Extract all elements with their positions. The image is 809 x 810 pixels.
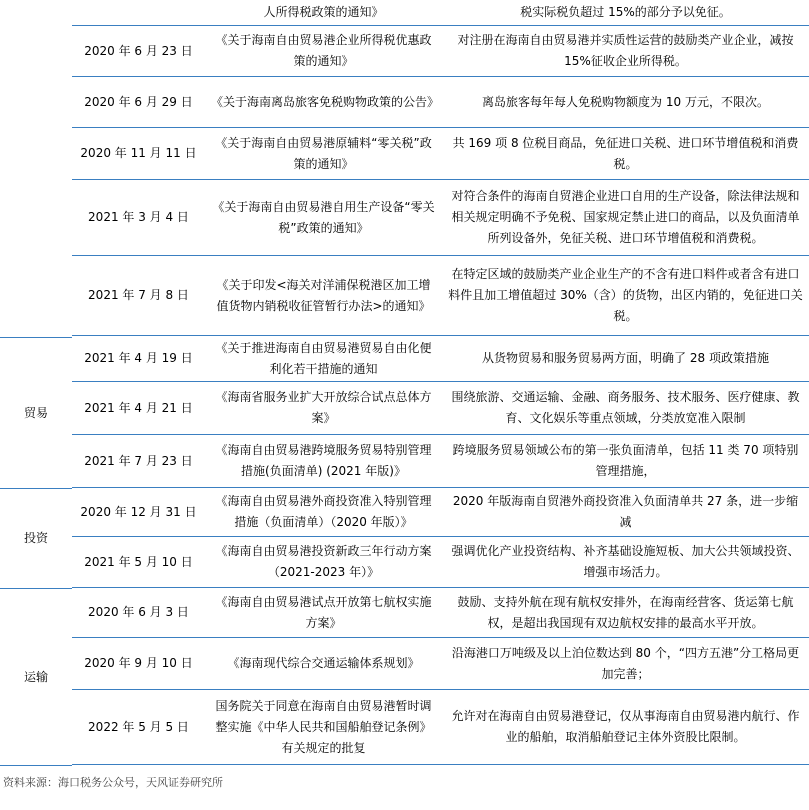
- row-desc: 强调优化产业投资结构、补齐基础设施短板、加大公共领域投资、增强市场活力。: [451, 544, 800, 579]
- table-row: [72, 256, 809, 336]
- row-desc: 共 169 项 8 位税目商品，免征进口关税、进口环节增值税和消费税。: [452, 135, 799, 171]
- row-desc: 跨境服务贸易领域公布的第一张负面清单，包括 11 类 70 项特别管理措施，: [452, 443, 799, 478]
- row-title: 《关于海南自由贸易港自用生产设备“零关税”政策的通知》: [212, 199, 435, 235]
- table-row: [72, 0, 809, 26]
- category-investment: 投资: [23, 531, 48, 545]
- category-divider: [0, 336, 72, 338]
- table-row: [72, 336, 809, 382]
- row-desc: 围绕旅游、交通运输、金融、商务服务、技术服务、医疗健康、教育、文化娱乐等重点领域，分类放宽准入限制: [451, 390, 800, 425]
- row-title: 《海南自由贸易港试点开放第七航权实施方案》: [215, 594, 432, 630]
- source-note: 资料来源：海口税务公众号，天风证券研究所: [3, 776, 223, 789]
- row-date: 2020 年 12 月 31 日: [80, 504, 197, 519]
- row-desc: 对注册在海南自由贸易港并实质性运营的鼓励类产业企业，减按 15%征收企业所得税。: [457, 33, 794, 68]
- row-desc: 鼓励、支持外航在现有航权安排外，在海南经营客、货运第七航权，是超出我国现有双边航权安排的最高水平开放。: [457, 594, 794, 630]
- row-date: 2021 年 4 月 19 日: [84, 351, 193, 365]
- row-title: 《海南省服务业扩大开放综合试点总体方案》: [215, 390, 432, 425]
- table-row: [72, 488, 809, 537]
- table-row: [72, 77, 809, 128]
- row-date: 2021 年 3 月 4 日: [88, 210, 189, 224]
- table-row: [72, 128, 809, 180]
- row-title: 《海南自由贸易港外商投资准入特别管理措施（负面清单）（2020 年版）》: [215, 494, 432, 529]
- table-row: [72, 638, 809, 690]
- row-title: 《关于海南自由贸易港企业所得税优惠政策的通知》: [215, 33, 432, 68]
- table-row: [72, 537, 809, 588]
- row-date: 2020 年 9 月 10 日: [84, 656, 193, 670]
- row-title: 《海南现代综合交通运输体系规划》: [227, 656, 420, 670]
- row-desc: 在特定区域的鼓励类产业企业生产的不含有进口料件或者含有进口料件且加工增值超过 30%（含）的货物，出区内销的，免征进口关税。: [448, 267, 803, 323]
- row-desc: 从货物贸易和服务贸易两方面，明确了 28 项政策措施: [482, 351, 769, 365]
- row-date: 2020 年 6 月 29 日: [84, 94, 193, 109]
- row-desc: 对符合条件的海南自贸港企业进口自用的生产设备，除法律法规和相关规定明确不予免税、国家规定禁止进口的商品，以及负面清单所列设备外，免征关税、进口环节增值税和消费税。: [451, 189, 800, 245]
- category-transport: 运输: [23, 669, 48, 684]
- row-date: 2020 年 6 月 3 日: [88, 605, 189, 619]
- row-title: 《关于海南自由贸易港原辅料“零关税”政策的通知》: [215, 135, 432, 171]
- row-desc: 2020 年版海南自贸港外商投资准入负面清单共 27 条，进一步缩减: [452, 494, 799, 529]
- row-date: 2021 年 5 月 10 日: [84, 554, 193, 569]
- row-title: 《关于印发<海关对洋浦保税港区加工增值货物内销税收征管暂行办法>的通知》: [216, 277, 431, 313]
- row-title: 《海南自由贸易港跨境服务贸易特别管理措施(负面清单) (2021 年版)》: [215, 443, 432, 478]
- row-date: 2021 年 7 月 8 日: [88, 288, 189, 302]
- row-date: [72, 0, 205, 25]
- table-row: [72, 588, 809, 638]
- row-desc: 沿海港口万吨级及以上泊位数达到 80 个，“四方五港”分工格局更加完善；: [451, 645, 800, 681]
- row-date: 2020 年 6 月 23 日: [84, 43, 193, 58]
- table-row: [72, 382, 809, 435]
- row-title: 国务院关于同意在海南自由贸易港暂时调整实施《中华人民共和国船舶登记条例》有关规定的批复: [215, 698, 432, 755]
- table-row: [72, 690, 809, 765]
- row-desc: 离岛旅客每年每人免税购物额度为 10 万元，不限次。: [482, 94, 769, 109]
- table-row: [72, 180, 809, 256]
- row-desc: 允许对在海南自由贸易港登记，仅从事海南自由贸易港内航行、作业的船舶，取消船舶登记主体外资股比限制。: [451, 709, 800, 744]
- table-row: [72, 26, 809, 77]
- category-trade: 贸易: [23, 405, 48, 420]
- row-date: 2021 年 7 月 23 日: [84, 453, 193, 468]
- row-date: 2021 年 4 月 21 日: [84, 400, 193, 415]
- row-title: 《关于推进海南自由贸易港贸易自由化便利化若干措施的通知: [215, 340, 432, 376]
- row-desc: 税实际税负超过 15%的部分予以免征。: [520, 5, 731, 19]
- row-title: 《关于海南离岛旅客免税购物政策的公告》: [211, 94, 440, 109]
- row-date: 2020 年 11 月 11 日: [80, 146, 197, 160]
- row-date: 2022 年 5 月 5 日: [88, 719, 189, 734]
- table-row: [72, 435, 809, 488]
- row-title: 《海南自由贸易港投资新政三年行动方案（2021-2023 年）》: [215, 544, 432, 579]
- row-title: 人所得税政策的通知》: [263, 5, 384, 19]
- category-divider: [0, 764, 72, 766]
